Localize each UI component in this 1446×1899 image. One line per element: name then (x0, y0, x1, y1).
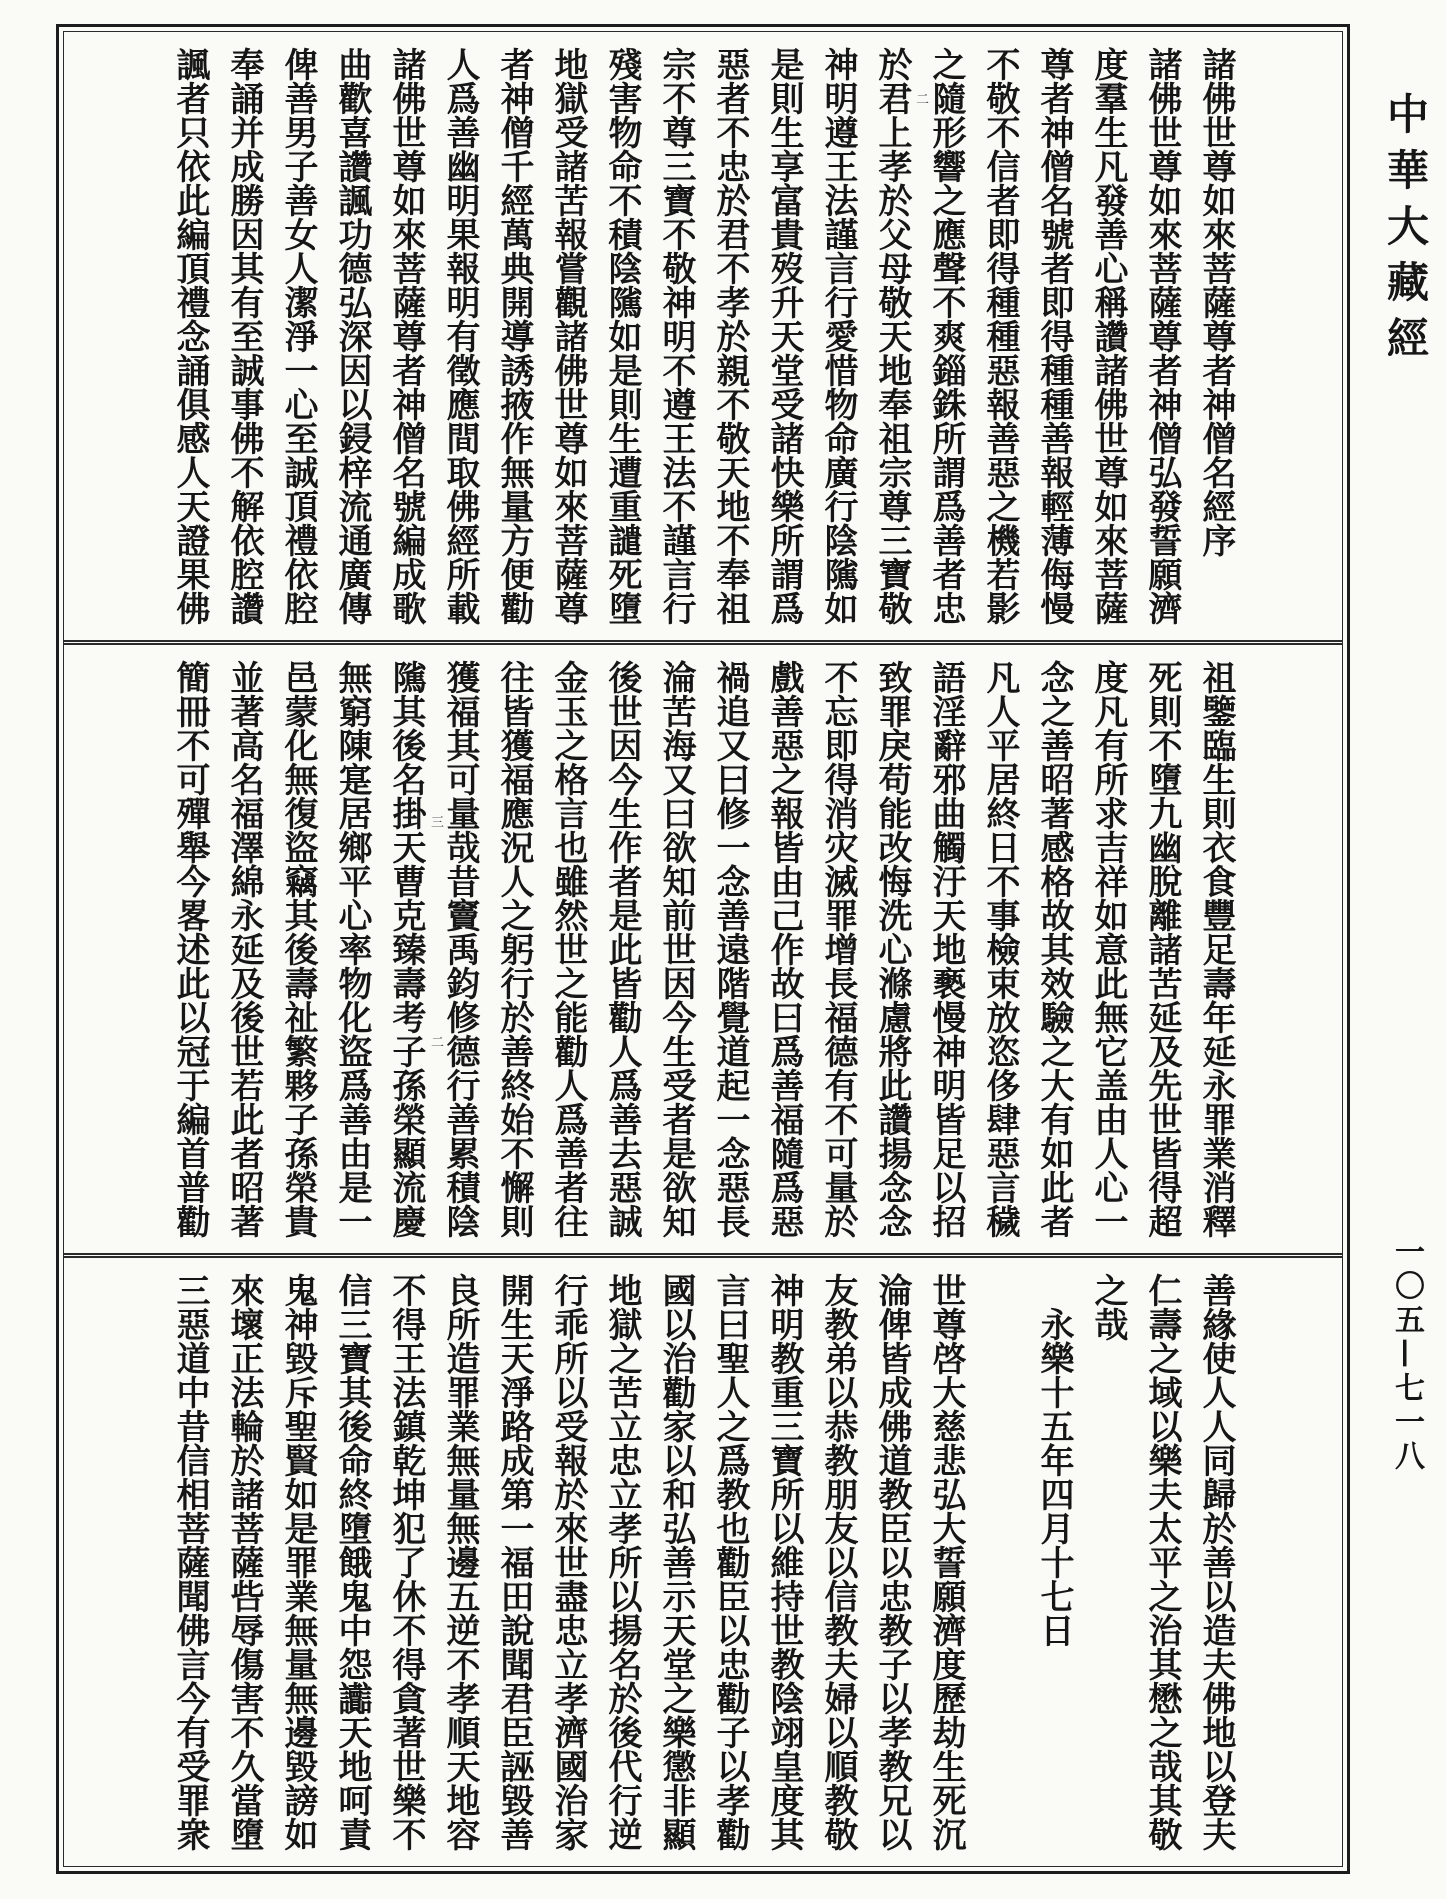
frame-inner (63, 31, 1343, 1867)
text-column: 念之善昭著感格故其效驗之大有如此者 (1034, 660, 1074, 1238)
text-column: 地獄之苦立忠立孝所以揚名於後代行逆 (602, 1273, 642, 1851)
register-middle (64, 640, 1342, 1253)
text-column: 殘害物命不積陰隲如是則生遭重譴死墮 (602, 47, 642, 625)
text-column: 無窮陳寔居鄉平心率物化盜爲善由是一 (332, 660, 372, 1238)
text-column: 度羣生凡發善心稱讚諸佛世尊如來菩薩 (1088, 47, 1128, 625)
blank-column (973, 1258, 1027, 1866)
column-group (64, 1258, 1342, 1866)
text-column: 淪苦海又曰欲知前世因今生受者是欲知 (656, 660, 696, 1238)
text-column: 來壞正法輪於諸菩薩呰辱傷害不久當墮 (224, 1273, 264, 1851)
text-column: 俾善男子善女人潔淨一心至誠頂禮依腔 (278, 47, 318, 625)
register-top (64, 32, 1342, 640)
text-column: 簡冊不可殫舉今畧述此以冠于編首普勸 (170, 660, 210, 1238)
text-column: 曲歡喜讚諷功德弘深因以鋟梓流通廣傳 (332, 47, 372, 625)
text-column: 開生天淨路成第一福田說聞君臣誣毀善 (494, 1273, 534, 1851)
text-column: 友教弟以恭教朋友以信教夫婦以順教敬 (818, 1273, 858, 1851)
text-column: 言曰聖人之爲教也勸臣以忠勸子以孝勸 (710, 1273, 750, 1851)
text-column: 祖鑒臨生則衣食豐足壽年延永罪業消釋 (1196, 660, 1236, 1238)
text-column: 之隨形響之應聲不爽錙銖所謂爲善者忠 (926, 47, 966, 625)
text-column: 邑蒙化無復盜竊其後壽祉繁夥子孫榮貴 (278, 660, 318, 1238)
text-column: 之哉 (1088, 1273, 1128, 1341)
text-column: 致罪戾苟能改悔洗心滌慮將此讚揚念念 (872, 660, 912, 1238)
page-number: 一〇五—七一八 (1389, 1236, 1424, 1474)
text-column: 不得王法鎮乾坤犯了休不得貪著世樂不 (386, 1273, 426, 1851)
text-column: 語淫辭邪曲觸汙天地褻慢神明皆足以招 (926, 660, 966, 1238)
text-column: 仁壽之域以樂夫太平之治其懋之哉其敬 (1142, 1273, 1182, 1851)
text-column: 鬼神毀斥聖賢如是罪業無量無邊毀謗如 (278, 1273, 318, 1851)
text-column: 者神僧千經萬典開導誘掖作無量方便勸 (494, 47, 534, 625)
text-column: 後世因今生作者是此皆勸人爲善去惡誠 (602, 660, 642, 1238)
text-column: 諷者只依此編頂禮念誦俱感人天證果佛 (170, 47, 210, 625)
text-column: 奉誦并成勝因其有至誠事佛不解依腔讚 (224, 47, 264, 625)
collection-title: 中華大藏經 (1381, 92, 1430, 372)
text-column: 良所造罪業無量無邊五逆不孝順天地容 (440, 1273, 480, 1851)
text-column: 尊者神僧名號者即得種種善報輕薄侮慢 (1034, 47, 1074, 625)
block-mark: 二 (913, 92, 928, 105)
text-column: 淪俾皆成佛道教臣以忠教子以孝教兄以 (872, 1273, 912, 1851)
register-bottom (64, 1253, 1342, 1866)
text-column: 獲福其可量哉昔竇禹鈞修德行善累積陰 (440, 660, 480, 1238)
text-column: 往皆獲福應況人之躬行於善終始不懈則 (494, 660, 534, 1238)
column-group (64, 645, 1342, 1253)
block-mark: 二 (428, 1035, 443, 1048)
text-column: 神明教重三寶所以維持世教陰翊皇度其 (764, 1273, 804, 1851)
text-column: 神明遵王法謹言行愛惜物命廣行陰隲如 (818, 47, 858, 625)
text-column: 惡者不忠於君不孝於親不敬天地不奉祖 (710, 47, 750, 625)
text-column: 諸佛世尊如來菩薩尊者神僧弘發誓願濟 (1142, 47, 1182, 625)
text-column: 禍追又曰修一念善遠階覺道起一念惡長 (710, 660, 750, 1238)
text-column: 於君上孝於父母敬天地奉祖宗尊三寶敬 (872, 47, 912, 625)
text-column: 金玉之格言也雖然世之能勸人爲善者往 (548, 660, 588, 1238)
text-column: 地獄受諸苦報嘗觀諸佛世尊如來菩薩尊 (548, 47, 588, 625)
text-column: 死則不墮九幽脫離諸苦延及先世皆得超 (1142, 660, 1182, 1238)
title-column: 諸佛世尊如來菩薩尊者神僧名經序 (1196, 47, 1236, 557)
text-column: 戲善惡之報皆由己作故曰爲善福隨爲惡 (764, 660, 804, 1238)
text-column: 國以治勸家以和弘善示天堂之樂懲非顯 (656, 1273, 696, 1851)
text-column: 宗不尊三寶不敬神明不遵王法不謹言行 (656, 47, 696, 625)
text-column: 不忘即得消灾滅罪增長福德有不可量於 (818, 660, 858, 1238)
column-group (64, 32, 1342, 640)
text-column: 諸佛世尊如來菩薩尊者神僧名號編成歌 (386, 47, 426, 625)
text-column: 並著高名福澤綿永延及後世若此者昭著 (224, 660, 264, 1238)
text-column: 人爲善幽明果報明有徵應間取佛經所載 (440, 47, 480, 625)
text-column: 是則生享富貴歿升天堂受諸快樂所謂爲 (764, 47, 804, 625)
date-column: 永樂十五年四月十七日 (1034, 1307, 1074, 1647)
text-column: 凡人平居終日不事檢束放恣侈肆惡言穢 (980, 660, 1020, 1238)
page-frame (56, 24, 1350, 1874)
text-column: 善緣使人人同歸於善以造夫佛地以登夫 (1196, 1273, 1236, 1851)
text-column: 不敬不信者即得種種惡報善惡之機若影 (980, 47, 1020, 625)
block-mark: 三 (428, 815, 443, 828)
text-column: 度凡有所求吉祥如意此無它盖由人心一 (1088, 660, 1128, 1238)
text-column: 信三寶其後命終墮餓鬼中怨讟天地呵責 (332, 1273, 372, 1851)
text-column: 行乖所以受報於來世盡忠立孝濟國治家 (548, 1273, 588, 1851)
text-column: 三惡道中昔信相菩薩聞佛言今有受罪衆 (170, 1273, 210, 1851)
text-column: 世尊啓大慈悲弘大誓願濟度歷劫生死沉 (926, 1273, 966, 1851)
text-column: 隲其後名掛天曹克臻壽考子孫榮顯流慶 (386, 660, 426, 1238)
